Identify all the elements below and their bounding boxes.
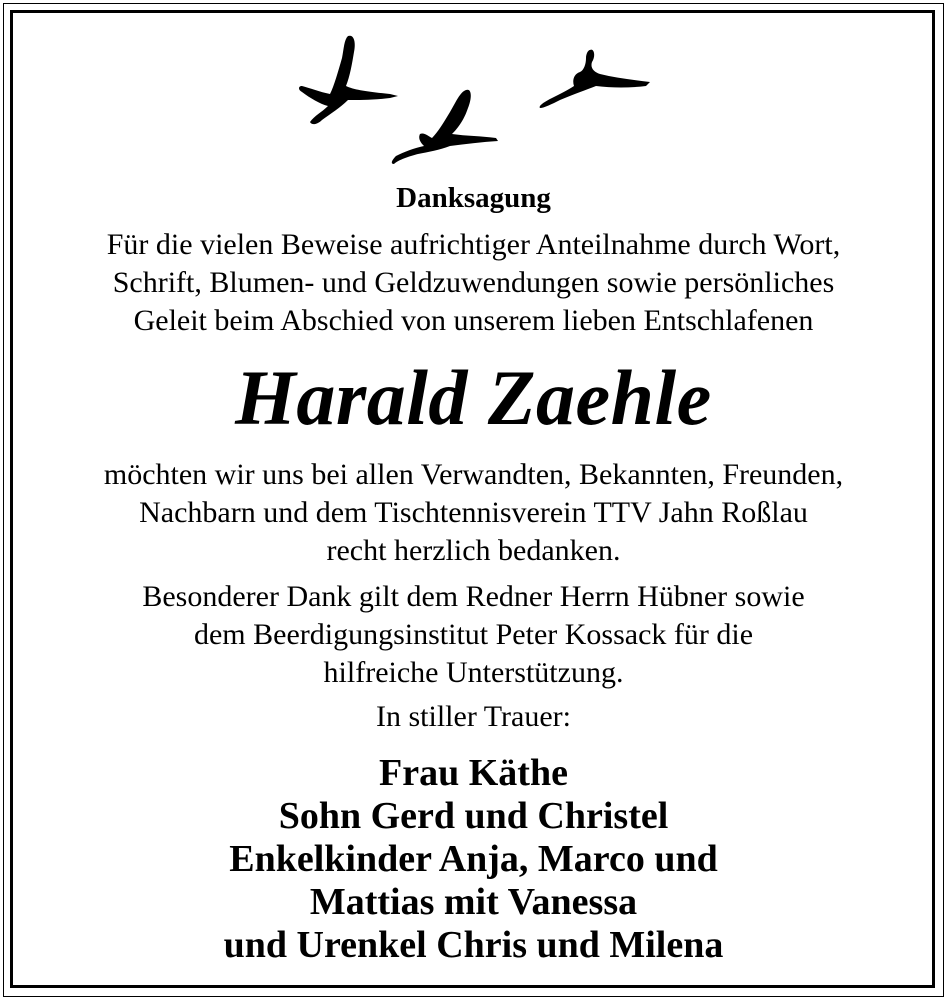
intro-line: Schrift, Blumen- und Geldzuwendungen sowie persönliches: [112, 266, 835, 299]
family-line: Enkelkinder Anja, Marco und: [229, 838, 718, 880]
family-signatures: [0, 752, 947, 967]
intro-line: Für die vielen Beweise aufrichtiger Anteilnahme durch Wort,: [106, 228, 841, 261]
page-title: Danksagung: [396, 182, 551, 214]
special-thanks-line: hilfreiche Unterstützung.: [323, 656, 624, 689]
bird-icon: [299, 36, 398, 124]
family-line: und Urenkel Chris und Milena: [223, 924, 724, 966]
intro-line: Geleit beim Abschied von unserem lieben Entschlafenen: [133, 304, 814, 337]
family-line: Sohn Gerd und Christel: [278, 795, 669, 837]
bird-icon: [392, 90, 498, 164]
thanks-line: möchten wir uns bei allen Verwandten, Bekannten, Freunden,: [103, 458, 844, 491]
deceased-name: Harald Zaehle: [235, 354, 712, 441]
mourning-phrase: In stiller Trauer:: [376, 700, 571, 733]
intro-paragraph: [0, 226, 947, 340]
special-thanks-paragraph: [0, 578, 947, 692]
family-line: Mattias mit Vanessa: [309, 881, 638, 923]
thanks-line: Nachbarn und dem Tischtennisverein TTV Jahn Roßlau: [139, 496, 808, 529]
bird-icon: [540, 50, 650, 108]
flying-birds-icon: [290, 28, 660, 178]
thanks-paragraph: [0, 456, 947, 570]
special-thanks-line: dem Beerdigungsinstitut Peter Kossack für die: [193, 618, 754, 651]
special-thanks-line: Besonderer Dank gilt dem Redner Herrn Hübner sowie: [142, 580, 805, 613]
family-line: Frau Käthe: [379, 752, 568, 794]
thanks-line: recht herzlich bedanken.: [326, 534, 621, 567]
